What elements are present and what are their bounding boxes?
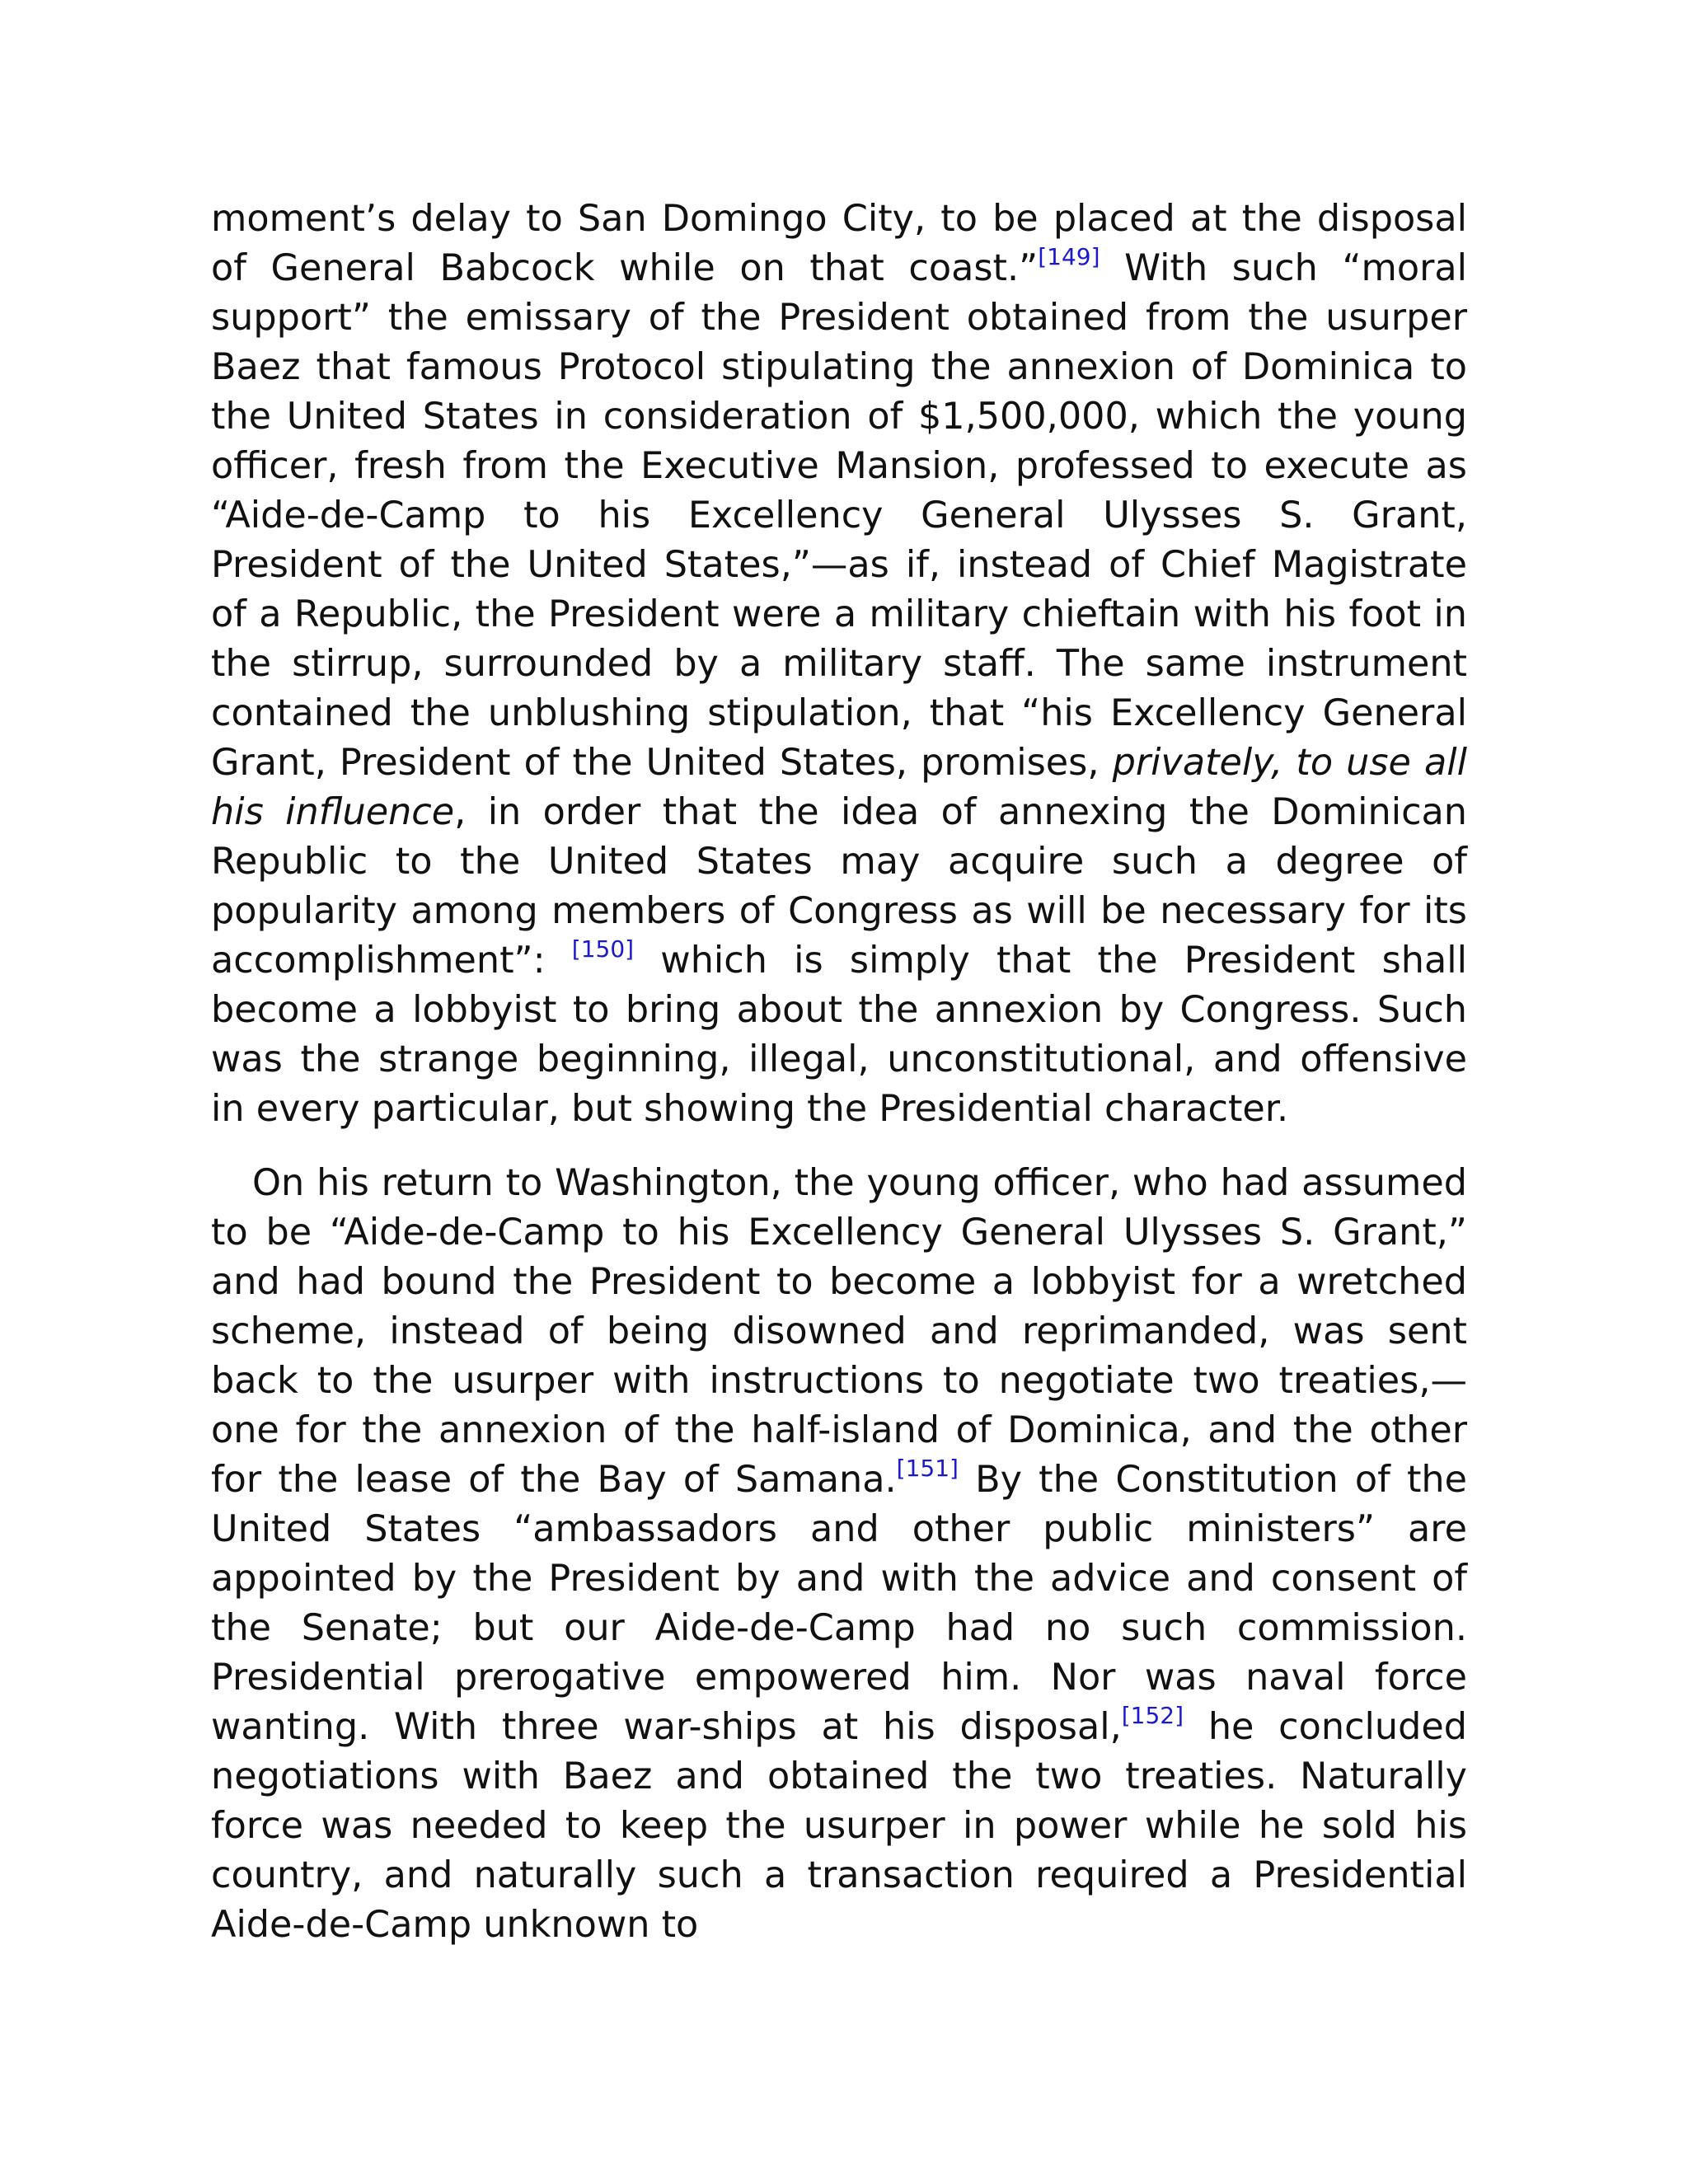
paragraph-text: which is simply that the President shall become a lobbyist to bring about the annexion by Congress. Such was the strange beginning, illegal, unconstitutional, and offensive in every particular, but showing the Presidential character.: [211, 940, 1467, 1130]
footnote-link-151[interactable]: [151]: [896, 1455, 959, 1482]
paragraph-text: On his return to Washington, the young officer, who had assumed to be “Aide-de-Camp to his Excellency General Ulysses S. Grant,” and had bound the President to become a lobbyist for a wretched scheme, instead of being disowned and reprimanded, was sent back to the usurper with instructions to negotiate two treaties,—one for the annexion of the half-island of Dominica, and the other for the lease of the Bay of Samana.: [211, 1162, 1467, 1501]
paragraph-text: he concluded negotiations with Baez and obtained the two treaties. Naturally force was needed to keep the usurper in power while he sold his country, and naturally such a transaction required a Presidential Aide-de-Camp unknown to: [211, 1706, 1467, 1946]
italic-emphasis: privately, to use all his influence: [211, 742, 1467, 833]
paragraph-2: [211, 1159, 1467, 1950]
paragraph-text: , in order that the idea of annexing the Dominican Republic to the United States may acquire such a degree of popularity among members of Congress as will be necessary for its accomplishment”:: [211, 791, 1468, 982]
paragraph-text: With such “moral support” the emissary of the President obtained from the usurper Baez that famous Protocol stipulating the annexion of Dominica to the United States in consideration of $1,500,000, which the young officer, fresh from the Executive Mansion, professed to execute as “Aide-de-Camp to his Excellency General Ulysses S. Grant, President of the United States,”—as if, instead of Chief Magistrate of a Republic, the President were a military chieftain with his foot in the stirrup, surrounded by a military staff. The same instrument contained the unblushing stipulation, that “his Excellency General Grant, President of the United States, promises,: [211, 247, 1468, 784]
paragraph-text: By the Constitution of the United States “ambassadors and other public ministers” are appointed by the President by and with the advice and consent of the Senate; but our Aide-de-Camp had no such commission. Presidential prerogative empowered him. Nor was naval force wanting. With three war-ships at his disposal,: [211, 1459, 1467, 1748]
footnote-link-150[interactable]: [150]: [571, 935, 635, 963]
page-content: [211, 194, 1467, 1950]
paragraph-text: moment’s delay to San Domingo City, to be placed at the disposal of General Babcock while on that coast.”: [211, 198, 1467, 289]
footnote-link-152[interactable]: [152]: [1121, 1702, 1184, 1729]
footnote-link-149[interactable]: [149]: [1038, 243, 1100, 270]
paragraph-1: [211, 194, 1467, 1134]
